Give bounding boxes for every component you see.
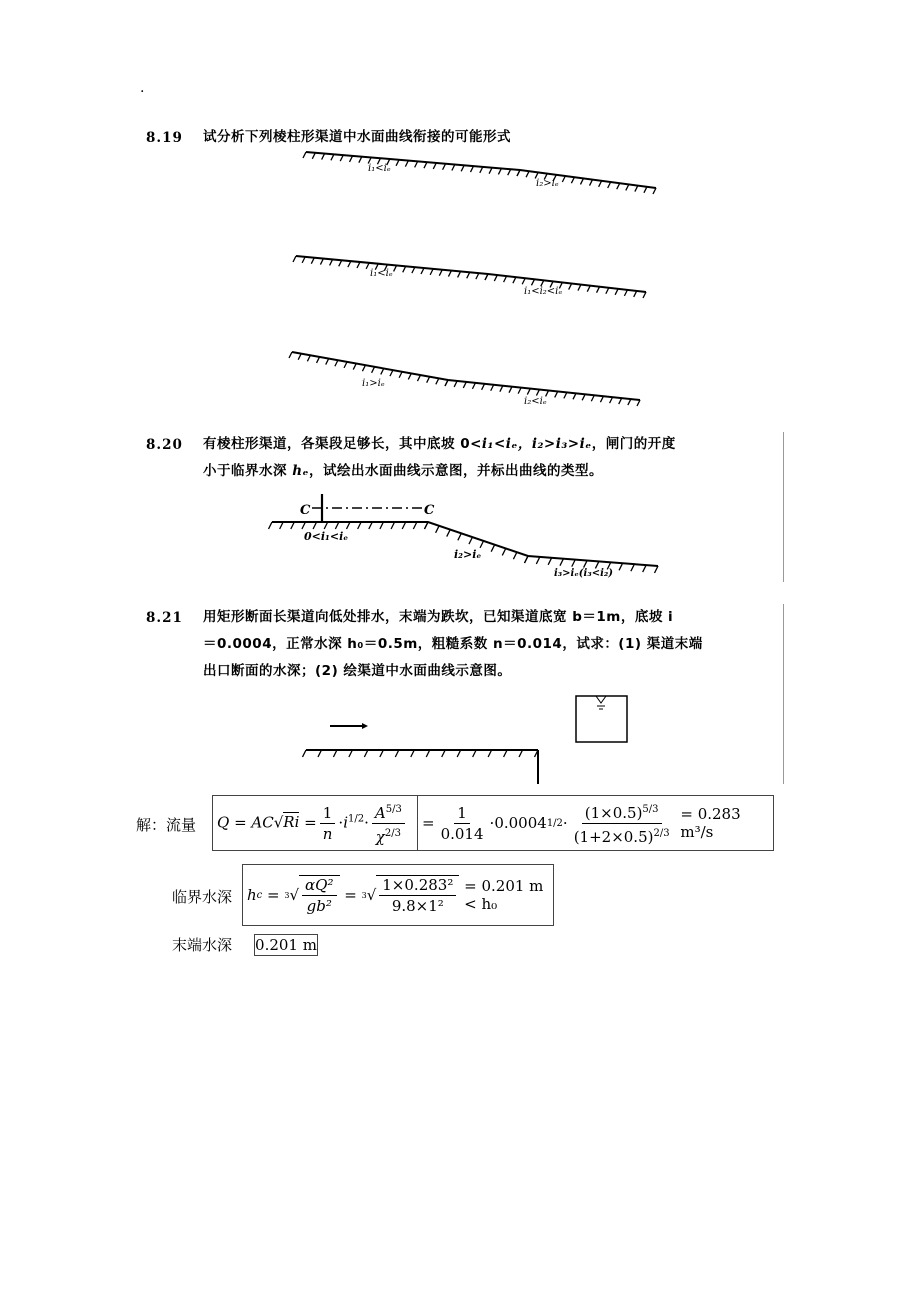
hatch-mark xyxy=(357,262,360,268)
problem-8-21-line2: ＝0.0004，正常水深 h₀＝0.5m，粗糙系数 n＝0.014，试求：(1) 渠道末端 xyxy=(203,636,703,652)
hatch-mark xyxy=(643,565,647,572)
critical-depth-box: h c = 3 √ $\frac{\text{αQ²}}{\text{gb²}}$ = 3 √ $\frac{\text{1×0.283²}}{\text{9.8×1²}}$ = 0.201 m < h₀ xyxy=(242,864,554,926)
hatch-mark xyxy=(635,186,638,192)
hatch-mark xyxy=(399,372,402,378)
hatch-mark xyxy=(536,390,539,396)
problem-8-21-diagram xyxy=(0,680,920,790)
channel-diagram-3 xyxy=(289,352,640,407)
hatch-mark xyxy=(628,399,631,405)
hatch-mark xyxy=(307,355,310,361)
hatch-mark xyxy=(653,188,656,194)
hatch-mark xyxy=(445,380,448,386)
hatch-mark xyxy=(480,541,484,548)
problem-8-21-line3: 出口断面的水深；(2) 绘渠道中水面曲线示意图。 xyxy=(203,663,512,679)
critical-result: = 0.201 m < h₀ xyxy=(464,877,544,913)
hatch-mark xyxy=(485,274,488,280)
channel-bed-3 xyxy=(292,352,640,400)
hatch-mark xyxy=(463,382,466,388)
end-depth-box xyxy=(254,934,318,956)
hatch-mark xyxy=(472,383,475,389)
hatch-mark xyxy=(488,750,492,757)
hatch-mark xyxy=(531,279,534,285)
slope-label-1a: i₁<iₑ xyxy=(368,163,391,174)
hatch-mark xyxy=(443,164,446,170)
hatch-mark xyxy=(303,750,307,757)
hatch-mark xyxy=(426,750,430,757)
hatch-mark xyxy=(470,166,473,172)
hatch-mark xyxy=(318,750,322,757)
flow-calc-box: = $\frac{1}{0.014}$ · 0.0004 1/2 · $\frac{(1\times 0.5)^{5/3}}{(1+2\times 0.5)^{2/3}}$ = 0.283 m³/s xyxy=(417,795,774,851)
hatch-mark xyxy=(624,290,627,296)
hatch-mark xyxy=(348,261,351,267)
hatch-mark xyxy=(517,170,520,176)
hatch-mark xyxy=(430,269,433,275)
hatch-mark xyxy=(403,266,406,272)
channel-diagram-1 xyxy=(303,152,656,194)
hatch-mark xyxy=(494,275,497,281)
hatch-mark xyxy=(442,750,446,757)
hatch-mark xyxy=(289,352,292,358)
hatch-mark xyxy=(527,389,530,395)
hatch-mark xyxy=(504,750,508,757)
hatch-mark xyxy=(362,365,365,371)
hatch-mark xyxy=(448,271,451,277)
hatch-mark xyxy=(349,750,353,757)
hatch-mark xyxy=(317,357,320,363)
hatch-mark xyxy=(584,561,588,568)
hatch-mark xyxy=(364,750,368,757)
flow-result: = 0.283 m³/s xyxy=(680,805,741,841)
hatch-mark xyxy=(591,395,594,401)
hatch-mark xyxy=(395,750,399,757)
hatch-mark xyxy=(313,522,317,529)
hatch-mark xyxy=(578,285,581,291)
hatch-mark xyxy=(433,163,436,169)
hatch-mark xyxy=(394,265,397,271)
hatch-mark xyxy=(311,258,314,264)
hatch-mark xyxy=(519,750,523,757)
hatch-mark xyxy=(504,276,507,282)
slope-label-3b: i₂<iₑ xyxy=(524,396,547,407)
seg2-label: i₂>iₑ xyxy=(454,548,482,561)
hatch-mark xyxy=(480,167,483,173)
hatch-mark xyxy=(381,368,384,374)
hatch-mark xyxy=(461,165,464,171)
channel-diagram-2 xyxy=(293,256,646,298)
slope-label-2b: i₁<i₂<iₑ xyxy=(524,286,563,297)
hatch-mark xyxy=(331,154,334,160)
slope-label-3a: i₁>iₑ xyxy=(362,378,385,389)
hatch-mark xyxy=(610,397,613,403)
hatch-mark xyxy=(333,750,337,757)
hatch-mark xyxy=(380,750,384,757)
hatch-mark xyxy=(380,522,384,529)
hatch-mark xyxy=(421,268,424,274)
hatch-mark xyxy=(508,169,511,175)
hatch-mark xyxy=(498,168,501,174)
problem-8-19-text: 试分析下列棱柱形渠道中水面曲线衔接的可能形式 xyxy=(203,129,511,145)
hatch-mark xyxy=(619,563,623,570)
hatch-mark xyxy=(335,522,339,529)
hatch-mark xyxy=(489,168,492,174)
hatch-mark xyxy=(526,171,529,177)
hatch-mark xyxy=(436,526,440,533)
hatch-mark xyxy=(359,157,362,163)
hatch-mark xyxy=(458,271,461,277)
hatch-mark xyxy=(447,530,451,537)
hatch-mark xyxy=(617,183,620,189)
hatch-mark xyxy=(569,284,572,290)
hatch-mark xyxy=(425,522,429,529)
hatch-mark xyxy=(340,155,343,161)
hatch-mark xyxy=(582,394,585,400)
water-level-symbol xyxy=(596,696,606,703)
hatch-mark xyxy=(513,277,516,283)
problem-8-20-number: 8.20 xyxy=(146,437,183,453)
hatch-mark xyxy=(572,560,576,567)
hatch-mark xyxy=(424,162,427,168)
hatch-mark xyxy=(291,522,295,529)
problem-8-19-number: 8.19 xyxy=(146,130,183,146)
hatch-mark xyxy=(413,522,417,529)
hatch-mark xyxy=(391,522,395,529)
hatch-mark xyxy=(417,375,420,381)
hatch-mark xyxy=(369,522,373,529)
slope-label-2a: i₁<iₑ xyxy=(370,268,393,279)
hatch-mark xyxy=(302,522,306,529)
hatch-mark xyxy=(600,396,603,402)
hatch-mark xyxy=(293,256,296,262)
hatch-mark xyxy=(615,289,618,295)
hatch-mark xyxy=(634,291,637,297)
hatch-mark xyxy=(518,388,521,394)
hatch-mark xyxy=(473,750,477,757)
hatch-mark xyxy=(599,181,602,187)
hatch-mark xyxy=(580,178,583,184)
hatch-mark xyxy=(548,558,552,565)
hatch-mark xyxy=(606,288,609,294)
hatch-mark xyxy=(482,384,485,390)
hatch-mark xyxy=(390,370,393,376)
hatch-mark xyxy=(637,400,640,406)
hatch-mark xyxy=(298,354,301,360)
seg1-label: 0<i₁<iₑ xyxy=(304,530,349,543)
hatch-mark xyxy=(335,360,338,366)
hatch-mark xyxy=(280,522,284,529)
end-depth-label: 末端水深 xyxy=(172,936,233,954)
hatch-mark xyxy=(597,287,600,293)
hatch-mark xyxy=(322,154,325,160)
seg3-label: i₃>iₑ(i₃<i₂) xyxy=(554,568,613,579)
problem-8-21-line1: 用矩形断面长渠道向低处排水，末端为跌坎，已知渠道底宽 b＝1m，底坡 i xyxy=(203,609,674,625)
hatch-mark xyxy=(339,260,342,266)
hatch-mark xyxy=(269,522,273,529)
problem-8-21-number: 8.21 xyxy=(146,610,183,626)
hatch-mark xyxy=(571,177,574,183)
hatch-mark xyxy=(350,156,353,162)
slope-label-1b: i₂>iₑ xyxy=(536,178,559,189)
hatch-mark xyxy=(522,278,525,284)
hatch-mark xyxy=(564,392,567,398)
hatch-mark xyxy=(324,522,328,529)
hatch-mark xyxy=(491,385,494,391)
hatch-mark xyxy=(427,377,430,383)
hatch-mark xyxy=(643,292,646,298)
hatch-mark xyxy=(509,387,512,393)
hatch-mark xyxy=(655,566,659,573)
hatch-mark xyxy=(405,161,408,167)
hatch-mark xyxy=(502,548,506,555)
hatch-mark xyxy=(396,160,399,166)
hatch-mark xyxy=(469,537,473,544)
hatch-mark xyxy=(408,373,411,379)
page-dot: . xyxy=(140,80,145,96)
hatch-mark xyxy=(452,165,455,171)
hatch-mark xyxy=(358,522,362,529)
hatch-mark xyxy=(402,522,406,529)
flow-arrow-head xyxy=(362,723,368,729)
problem-8-20-line2: 小于临界水深 hₑ，试绘出水面曲线示意图，并标出曲线的类型。 xyxy=(203,463,604,479)
hatch-mark xyxy=(467,272,470,278)
solution-label: 解：流量 xyxy=(136,816,197,834)
critical-label-left: C xyxy=(300,503,311,518)
hatch-mark xyxy=(458,533,462,540)
hatch-mark xyxy=(412,267,415,273)
flow-formula-box xyxy=(212,795,421,851)
hatch-mark xyxy=(631,564,635,571)
hatch-mark xyxy=(312,153,315,159)
hatch-mark xyxy=(500,386,503,392)
hatch-mark xyxy=(436,378,439,384)
hatch-mark xyxy=(476,273,479,279)
hatch-mark xyxy=(330,259,333,265)
hatch-mark xyxy=(560,559,564,566)
hatch-mark xyxy=(619,398,622,404)
critical-label-right: C xyxy=(424,503,435,518)
hatch-mark xyxy=(587,286,590,292)
channel-bed-2 xyxy=(296,256,646,292)
hatch-mark xyxy=(326,359,329,365)
hatch-mark xyxy=(536,557,540,564)
margin-line-1 xyxy=(783,432,784,582)
hatch-mark xyxy=(411,750,415,757)
hatch-mark xyxy=(303,152,306,158)
hatch-mark xyxy=(555,391,558,397)
critical-depth-label: 临界水深 xyxy=(172,888,233,906)
hatch-mark xyxy=(590,180,593,186)
hatch-mark xyxy=(353,364,356,370)
hatch-mark xyxy=(525,556,529,563)
hatch-mark xyxy=(302,257,305,263)
hatch-mark xyxy=(366,263,369,269)
hatch-mark xyxy=(562,176,565,182)
hatch-mark xyxy=(320,259,323,265)
hatch-mark xyxy=(347,522,351,529)
hatch-mark xyxy=(439,270,442,276)
hatch-mark xyxy=(415,161,418,167)
problem-8-20-line1: 有棱柱形渠道，各渠段足够长，其中底坡 0<i₁<iₑ，i₂>i₃>iₑ，闸门的开度 xyxy=(203,436,676,452)
problem-8-19-diagrams xyxy=(0,0,920,600)
hatch-mark xyxy=(491,545,495,552)
hatch-mark xyxy=(644,187,647,193)
hatch-mark xyxy=(372,367,375,373)
hatch-mark xyxy=(513,552,517,559)
problem-8-20-diagram xyxy=(269,494,659,579)
end-depth-value: 0.201 m xyxy=(255,936,317,954)
flow-formula: Q = AC√Ri = $\frac{1}{n}$ $\cdot i^{1/2}\cdot$ $\frac{A^{5/3}}{\chi^{2/3}}$ xyxy=(217,801,408,846)
hatch-mark xyxy=(626,184,629,190)
hatch-mark xyxy=(344,362,347,368)
hatch-mark xyxy=(608,182,611,188)
hatch-mark xyxy=(454,381,457,387)
hatch-mark xyxy=(573,393,576,399)
hatch-mark xyxy=(457,750,461,757)
